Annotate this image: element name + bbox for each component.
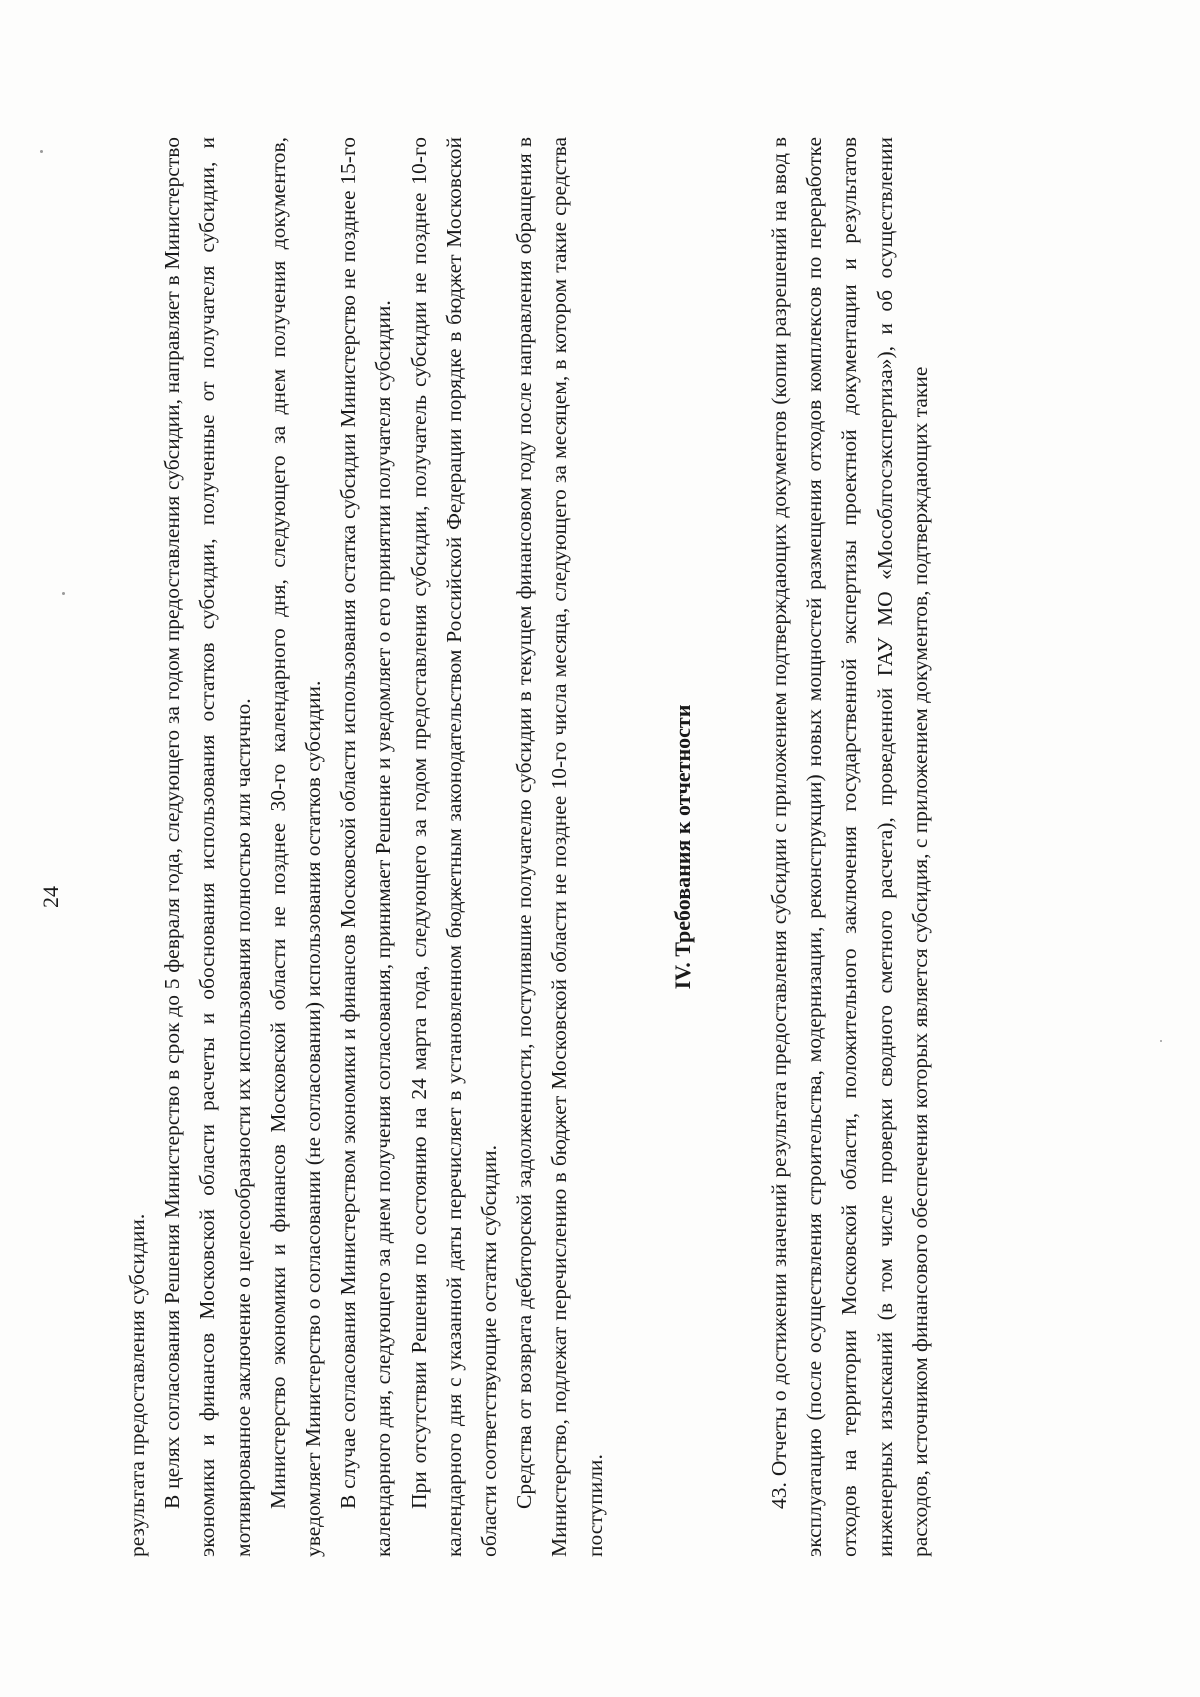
scan-speck bbox=[40, 150, 43, 153]
paragraph: При отсутствии Решения по состоянию на 24 марта года, следующего за годом предоставления субсидии, получатель субсидии не позднее 10-го календарного дня с указанной даты перечисляет в установленном бюджетным законодательством Российской Федерации порядке в бюджет Московской области соответствующие остатки субсидии. bbox=[406, 137, 502, 1557]
paragraph: В случае согласования Министерством экономики и финансов Московской области использования остатка субсидии Министерство не позднее 15-го календарного дня, следующего за днем получения согласования, принимает Решение и уведомляет о его принятии получателя субсидии. bbox=[336, 137, 396, 1557]
paragraph-43: 43. Отчеты о достижении значений результата предоставления субсидии с приложением подтверждающих документов (копии разрешений на ввод в эксплуатацию (после осуществления строительства, модернизации, реконструкции) новых мощностей размещения отходов комплексов по переработке отходов на территории Московской области, положительного заключения государственной экспертизы проектной документации и результатов инженерных изысканий (в том числе проверки сводного сметного расчета), проведенной ГАУ МО «Мособлгосэкспертиза»), и об осуществлении расходов, источником финансового обеспечения которых является субсидия, с приложением документов, подтверждающих такие bbox=[767, 137, 932, 1557]
scan-speck bbox=[62, 592, 65, 595]
page-number: 24 bbox=[38, 886, 63, 908]
document-body bbox=[120, 137, 938, 1557]
paragraph-continuation: результата предоставления субсидии. bbox=[125, 1213, 149, 1557]
section-heading: IV. Требования к отчетности bbox=[669, 704, 695, 990]
paragraph: В целях согласования Решения Министерство в срок до 5 февраля года, следующего за годом предоставления субсидии, направляет в Министерство экономики и финансов Московской области расчеты и обоснования использования остатков субсидии, полученные от получателя субсидии, и мотивированное заключение о целесообразности их использования полностью или частично. bbox=[160, 137, 255, 1557]
paragraph: Средства от возврата дебиторской задолженности, поступившие получателю субсидии в текущем финансовом году после направления обращения в Министерство, подлежат перечислению в бюджет Московской области не позднее 10-го числа месяца, следующего за месяцем, в котором такие средства поступили. bbox=[512, 137, 607, 1557]
scan-speck bbox=[1160, 1040, 1162, 1042]
paragraph: Министерство экономики и финансов Московской области не позднее 30-го календарного дня, следующего за днем получения документов, уведомляет Министерство о согласовании (не согласовании) использования остатков субсидии. bbox=[265, 137, 326, 1557]
